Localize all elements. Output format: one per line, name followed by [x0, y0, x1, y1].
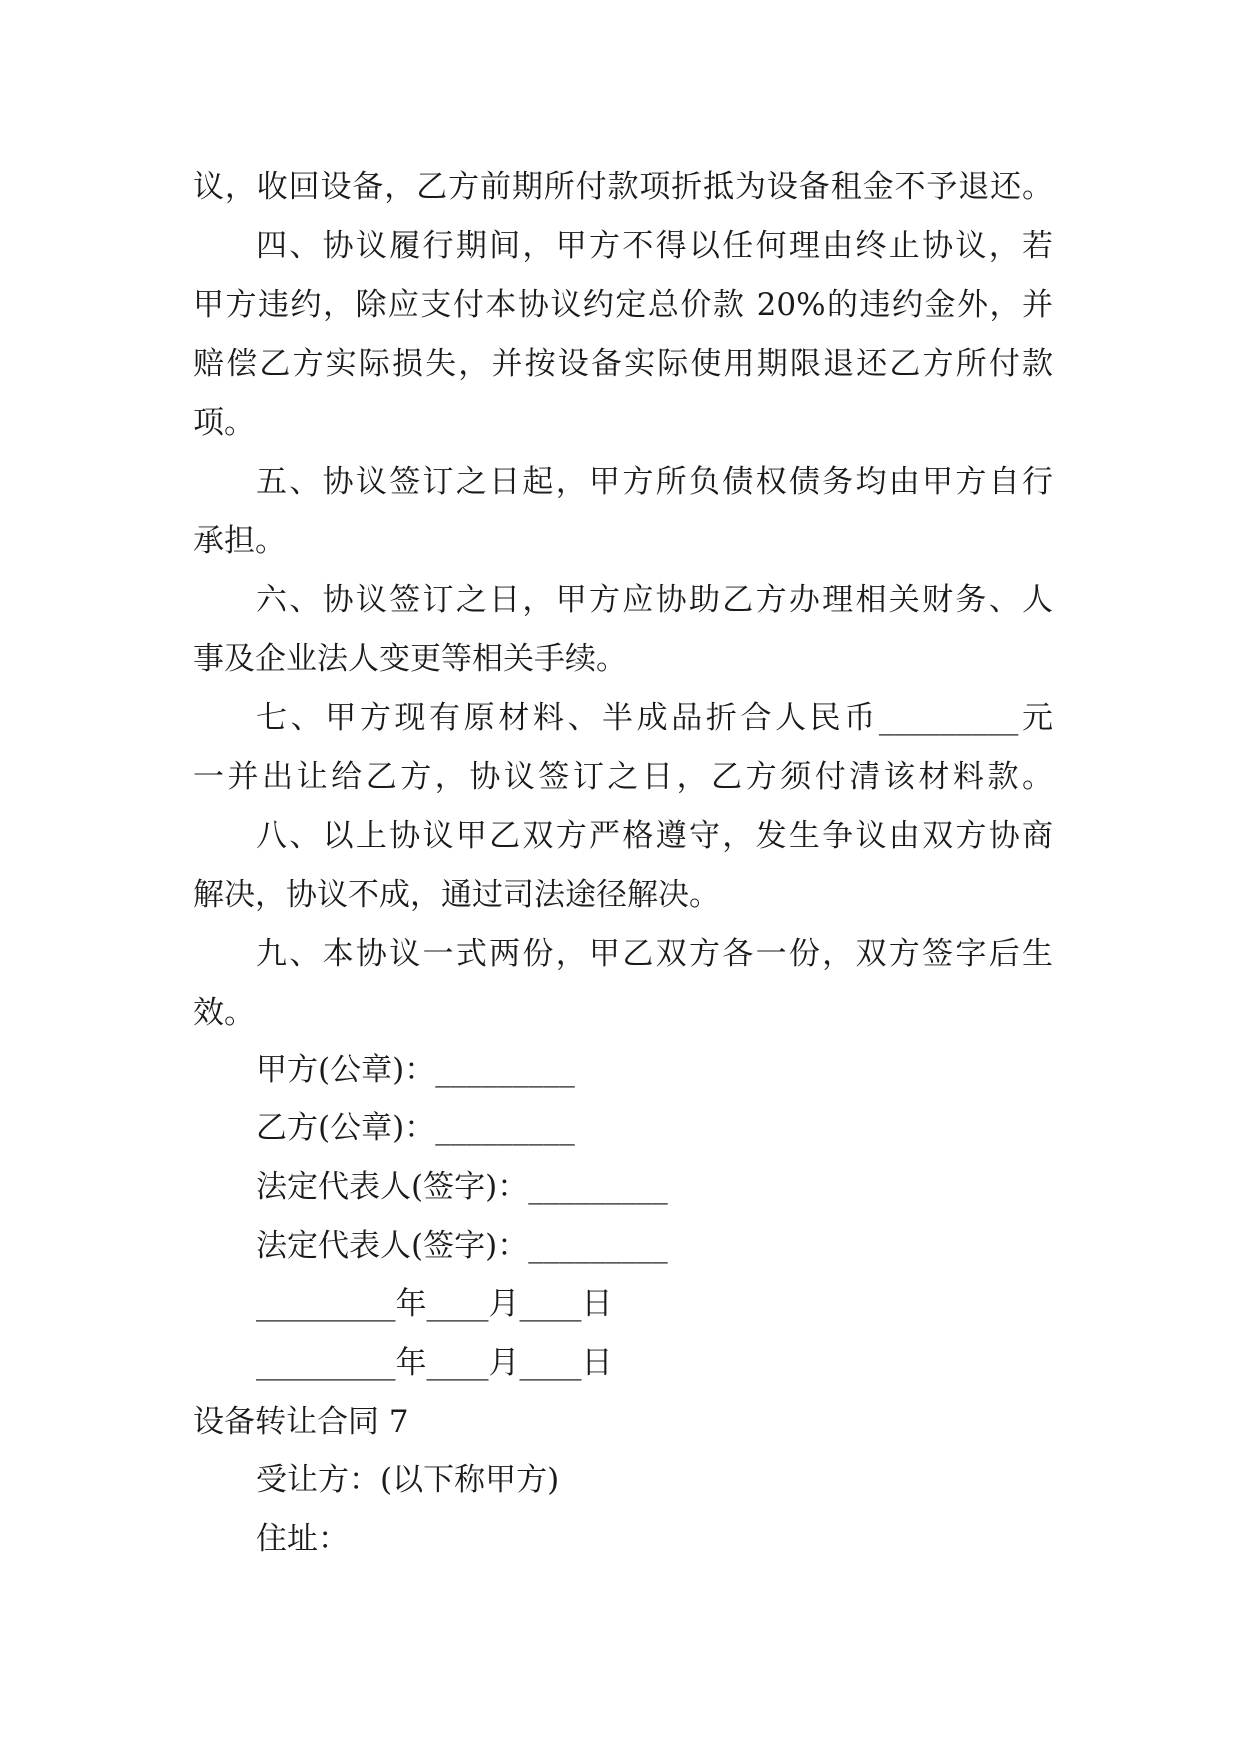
clause-8-line-1: 八、以上协议甲乙双方严格遵守，发生争议由双方协商	[256, 818, 1053, 854]
party-a-seal-line: 甲方(公章)：_________	[256, 1052, 575, 1088]
clause-8-line-2: 解决，协议不成，通过司法途径解决。	[193, 877, 720, 913]
clause-5-line-2: 承担。	[193, 523, 286, 559]
clause-9-line-2: 效。	[193, 995, 255, 1031]
date-line-1: _________年____月____日	[256, 1286, 613, 1322]
clause-6-line-1: 六、协议签订之日，甲方应协助乙方办理相关财务、人	[256, 582, 1053, 618]
clause-9-line-1: 九、本协议一式两份，甲乙双方各一份，双方签字后生	[256, 936, 1053, 972]
clause-7-line-2: 一并出让给乙方，协议签订之日，乙方须付清该材料款。	[193, 759, 1053, 795]
clause-6-line-2: 事及企业法人变更等相关手续。	[193, 641, 627, 677]
legal-rep-signature-line-2: 法定代表人(签字)：_________	[256, 1228, 668, 1264]
legal-rep-signature-line-1: 法定代表人(签字)：_________	[256, 1169, 668, 1205]
section-title: 设备转让合同 7	[193, 1404, 409, 1440]
transferee-line: 受让方：(以下称甲方)	[256, 1462, 560, 1498]
paragraph-line: 议，收回设备，乙方前期所付款项折抵为设备租金不予退还。	[193, 169, 1053, 205]
clause-4-line-1: 四、协议履行期间，甲方不得以任何理由终止协议，若	[256, 228, 1053, 264]
date-line-2: _________年____月____日	[256, 1345, 613, 1381]
address-line: 住址：	[256, 1521, 349, 1557]
clause-4-line-2: 甲方违约，除应支付本协议约定总价款 20%的违约金外，并	[193, 287, 1053, 323]
party-b-seal-line: 乙方(公章)：_________	[256, 1110, 575, 1146]
clause-7-line-1: 七、甲方现有原材料、半成品折合人民币_________元	[256, 700, 1053, 736]
clause-4-line-3: 赔偿乙方实际损失，并按设备实际使用期限退还乙方所付款	[193, 346, 1053, 382]
clause-4-line-4: 项。	[193, 405, 255, 441]
clause-5-line-1: 五、协议签订之日起，甲方所负债权债务均由甲方自行	[256, 464, 1053, 500]
